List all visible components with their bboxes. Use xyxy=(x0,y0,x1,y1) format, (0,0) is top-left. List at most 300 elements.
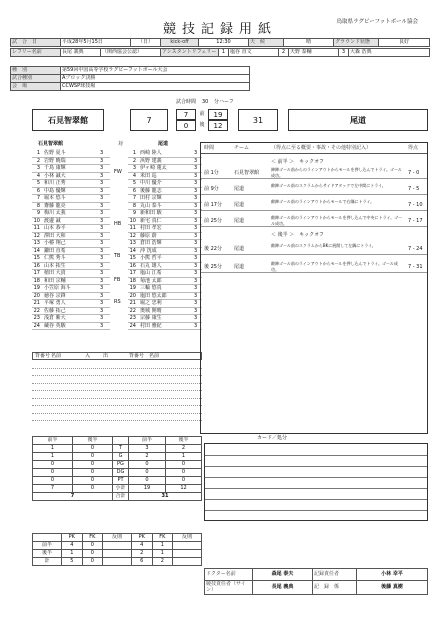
match-time-unit: 分ハーフ xyxy=(214,99,234,105)
player-number: 6 xyxy=(36,187,40,194)
player-grade: 3 xyxy=(194,202,198,209)
category-label: 種 別 xyxy=(11,67,61,75)
venue-value: CCWSP球技場 xyxy=(61,83,250,91)
player-name: 西崎 陸人 xyxy=(140,150,162,156)
match-type-label: 試合種別 xyxy=(11,75,61,83)
player-number: 17 xyxy=(129,270,136,276)
events-header-team: チーム xyxy=(234,145,250,151)
kicks-row-label: 前半 xyxy=(33,542,62,550)
player-number: 9 xyxy=(132,210,136,216)
recorder-label: 記録責任者 xyxy=(313,569,357,581)
player-grade: 3 xyxy=(194,180,198,186)
kicks-row-label: 後半 xyxy=(33,550,62,558)
event-score: 7 - 24 xyxy=(408,246,423,252)
player-name: 平塚 勇人 xyxy=(44,300,66,306)
kicks-cell: 5 xyxy=(61,558,82,566)
player-grade: 3 xyxy=(100,232,104,239)
player-name: 新宅 真仁 xyxy=(140,217,162,224)
player-grade: 3 xyxy=(194,285,198,291)
doctor-label: ドクター名前 xyxy=(205,569,253,581)
player-number: 19 xyxy=(129,285,136,291)
home-player-row xyxy=(32,278,110,286)
away-player-row xyxy=(128,278,202,286)
home-player-row xyxy=(32,225,110,233)
player-number: 21 xyxy=(33,300,40,306)
home-second-stat: 0 xyxy=(73,477,113,485)
home-first-stat: 7 xyxy=(33,485,73,493)
away-player-row xyxy=(128,308,202,316)
kicks-cell xyxy=(102,542,131,550)
home-second-stat: 0 xyxy=(73,453,113,461)
home-player-row xyxy=(32,188,110,196)
cards-label: カード／処分 xyxy=(257,435,288,441)
player-number: 7 xyxy=(132,195,136,201)
kicks-header-cell: 反則 xyxy=(172,534,201,542)
lineup-away-team: 尾道 xyxy=(158,141,169,147)
player-grade: 3 xyxy=(100,240,104,246)
home-player-row xyxy=(32,270,110,278)
kicks-cell xyxy=(172,550,201,558)
player-name: 小林 誠大 xyxy=(44,172,66,179)
event-team: 尾道 xyxy=(234,186,245,192)
player-grade: 3 xyxy=(194,292,198,299)
player-grade: 3 xyxy=(100,292,104,299)
away-second-stat: 1 xyxy=(166,453,202,461)
ground-label: グラウンド状態 xyxy=(334,39,379,47)
stats-header-second: 後半 xyxy=(73,437,113,445)
player-name: 田村 宗輝 xyxy=(140,195,162,201)
player-name: 岩野 暁瑞 xyxy=(44,157,66,164)
event-description: 敵陣ゴール前のスクラムからBKに展開して左隅にトライ。 xyxy=(271,243,376,248)
player-grade: 3 xyxy=(194,225,198,231)
player-grade: 3 xyxy=(100,315,104,321)
player-number: 12 xyxy=(129,232,136,239)
player-name: 徳谷 宗鋒 xyxy=(44,292,66,299)
away-second-stat: 0 xyxy=(166,469,202,477)
player-number: 18 xyxy=(129,277,136,284)
home-player-row xyxy=(32,308,110,316)
player-number: 10 xyxy=(33,217,40,224)
assistant-referee-label: アシスタントリフェリー xyxy=(161,49,219,57)
cards-box xyxy=(204,443,428,521)
home-player-row xyxy=(32,315,110,323)
kicks-cell: 2 xyxy=(152,558,172,566)
player-name: 蔵谷 英駿 xyxy=(44,322,66,329)
event-team: 尾道 xyxy=(234,202,245,208)
player-name: 浜野 建義 xyxy=(140,157,162,164)
player-number: 21 xyxy=(129,300,136,306)
weather-value: 晴 xyxy=(284,39,334,47)
home-player-row xyxy=(32,203,110,211)
event-time: 前 9分 xyxy=(204,186,219,192)
recorder-name: 小林 幸平 xyxy=(357,569,428,581)
player-number: 14 xyxy=(129,247,136,254)
official-name: 長尾 義典 xyxy=(253,581,313,595)
player-number: 10 xyxy=(129,217,136,224)
home-player-row xyxy=(32,158,110,166)
home-player-row xyxy=(32,150,110,158)
home-player-row xyxy=(32,248,110,256)
home-second-score: 0 xyxy=(176,120,196,131)
player-grade: 3 xyxy=(100,270,104,276)
lineup-area xyxy=(32,150,202,346)
events-panel xyxy=(200,142,428,434)
home-player-row xyxy=(32,210,110,218)
match-date: 平成28年5月15日 xyxy=(61,39,131,47)
kicks-header-cell: FK xyxy=(82,534,102,542)
player-number: 24 xyxy=(33,322,40,329)
away-player-row xyxy=(128,195,202,203)
home-total-score: 7 xyxy=(130,109,168,131)
kicks-cell xyxy=(172,558,201,566)
stat-label: PT xyxy=(113,477,129,485)
player-grade: 3 xyxy=(194,247,198,254)
kicks-header-cell: FK xyxy=(152,534,172,542)
away-first-stat: 19 xyxy=(129,485,166,493)
player-number: 23 xyxy=(33,315,40,321)
player-grade: 3 xyxy=(100,322,104,329)
player-name: 村田 孝宏 xyxy=(140,225,162,231)
home-first-score: 7 xyxy=(176,109,196,120)
player-name: 村田 雅紀 xyxy=(140,322,162,329)
away-first-stat: 0 xyxy=(129,469,166,477)
home-player-row xyxy=(32,180,110,188)
player-number: 18 xyxy=(33,277,40,284)
stat-label-total: 合計 xyxy=(113,493,129,501)
player-number: 16 xyxy=(129,262,136,269)
substitution-header-cell: 入 xyxy=(85,353,91,359)
player-grade: 3 xyxy=(100,247,104,254)
player-name: 澤田 大和 xyxy=(44,232,66,239)
stats-header-first: 前半 xyxy=(33,437,73,445)
event-score: 7 - 0 xyxy=(408,170,420,176)
player-grade: 3 xyxy=(194,255,198,261)
referee-label: レフリー名前 xyxy=(11,49,61,57)
referee-name: 長尾 義典 xyxy=(61,49,101,57)
player-grade: 3 xyxy=(194,322,198,329)
player-name: 藤原 蔚 xyxy=(140,232,157,239)
event-description: 陣陣ゴール前からのラインアウトからモールを押し込んでトライ。ゴール成功。 xyxy=(271,167,402,178)
away-player-row xyxy=(128,323,202,331)
player-grade: 3 xyxy=(100,307,104,314)
player-number: 11 xyxy=(129,225,136,231)
ar3-number: 3 xyxy=(339,49,349,57)
player-number: 16 xyxy=(33,262,40,269)
match-time-label: 試合時間 xyxy=(176,99,197,105)
ar2-name: 天野 泰輔 xyxy=(289,49,339,57)
event-score: 7 - 10 xyxy=(408,202,423,208)
player-name: 堀之 忠利 xyxy=(140,300,162,306)
kicks-row-label: 計 xyxy=(33,558,62,566)
kicks-cell: 4 xyxy=(61,542,82,550)
first-half-label: 前 xyxy=(199,111,205,117)
kicks-cell: 1 xyxy=(61,550,82,558)
match-weekday: （日） xyxy=(131,39,161,47)
ground-value: 良好 xyxy=(379,39,430,47)
player-grade: 3 xyxy=(100,195,104,201)
kicks-cell: 2 xyxy=(131,550,152,558)
kicks-cell: 1 xyxy=(152,542,172,550)
player-grade: 3 xyxy=(100,217,104,224)
player-number: 19 xyxy=(33,285,40,291)
player-grade: 3 xyxy=(194,217,198,224)
lineup-home-team: 石見智翠館 xyxy=(38,141,64,147)
player-number: 11 xyxy=(33,225,40,231)
away-player-row xyxy=(128,203,202,211)
position-label: RS xyxy=(114,299,121,305)
player-number: 23 xyxy=(129,315,136,321)
official-label: 競技責任者（サイン） xyxy=(205,581,253,595)
event-time: 前 1分 xyxy=(204,170,219,176)
weather-label: 天 候 xyxy=(249,39,284,47)
kickoff-time: 12:30 xyxy=(199,39,249,47)
kickoff-label: kick-off xyxy=(161,39,199,47)
player-grade: 3 xyxy=(100,285,104,291)
home-player-row xyxy=(32,293,110,301)
penalty-table xyxy=(32,533,202,566)
event-description: 敵陣ゴール前のラインアウトからモールを押し込んで中央にトライ。ゴール成功。 xyxy=(271,215,403,226)
position-label: FW xyxy=(114,169,122,175)
event-description: 敵陣ゴール前のラインアウトからモールを押し込んでトライ。ゴール成功。 xyxy=(271,261,398,272)
player-name: 中島 優輝 xyxy=(44,187,66,194)
home-player-row xyxy=(32,300,110,308)
away-first-score: 19 xyxy=(208,109,228,120)
home-player-row xyxy=(32,173,110,181)
player-number: 20 xyxy=(129,292,136,299)
player-grade: 3 xyxy=(194,262,198,269)
substitution-area xyxy=(32,352,202,427)
signature-table xyxy=(204,568,428,595)
player-number: 17 xyxy=(33,270,40,276)
player-name: 植田 大貴 xyxy=(44,270,66,276)
player-grade: 3 xyxy=(194,270,198,276)
home-total-stat: 7 xyxy=(33,493,113,501)
home-first-stat: 0 xyxy=(33,461,73,469)
away-player-row xyxy=(128,225,202,233)
doctor-name: 森尾 泰夫 xyxy=(253,569,313,581)
event-team: 尾道 xyxy=(234,264,245,270)
player-number: 5 xyxy=(132,180,136,186)
player-name: 倉田 浩輝 xyxy=(140,240,162,246)
substitution-header-cell: 背番号 xyxy=(129,353,145,359)
away-player-row xyxy=(128,210,202,218)
away-first-stat: 3 xyxy=(129,445,166,453)
player-name: 石丸 雄人 xyxy=(140,262,162,269)
home-second-stat: 0 xyxy=(73,485,113,493)
kicks-cell: 6 xyxy=(131,558,152,566)
player-name: 塩山 江希 xyxy=(140,270,162,276)
player-grade: 3 xyxy=(100,202,104,209)
page-title: 競技記録用紙 xyxy=(162,22,277,37)
away-player-row xyxy=(128,150,202,158)
away-player-row xyxy=(128,188,202,196)
home-player-row xyxy=(32,285,110,293)
scorer-label: 記 録 係 xyxy=(313,581,357,595)
lineup-vs: 対 xyxy=(118,141,124,147)
event-score: 7 - 5 xyxy=(408,186,420,192)
player-grade: 3 xyxy=(194,210,198,216)
home-player-row xyxy=(32,165,110,173)
player-number: 22 xyxy=(129,307,136,314)
kicks-cell xyxy=(102,558,131,566)
away-player-row xyxy=(128,180,202,188)
away-player-row xyxy=(128,263,202,271)
player-number: 24 xyxy=(129,322,136,329)
kicks-cell: 0 xyxy=(82,550,102,558)
first-half-kickoff: ＜ 前半 ＞ キックオフ xyxy=(271,159,324,165)
player-number: 15 xyxy=(129,255,136,261)
kicks-cell: 0 xyxy=(82,542,102,550)
event-description: 敵陣ゴール前のスクラムからサイドアタックで左中間にトライ。 xyxy=(271,183,386,188)
player-grade: 3 xyxy=(194,300,198,306)
player-number: 8 xyxy=(36,202,40,209)
away-player-row xyxy=(128,173,202,181)
away-first-stat: 0 xyxy=(129,461,166,469)
event-time: 後 25分 xyxy=(204,264,222,270)
away-second-stat: 0 xyxy=(166,461,202,469)
player-name: 梅川 太我 xyxy=(44,210,66,216)
player-name: 新和田 駿 xyxy=(140,210,162,216)
player-number: 4 xyxy=(36,172,40,179)
player-grade: 3 xyxy=(194,172,198,179)
player-grade: 3 xyxy=(100,225,104,231)
player-number: 2 xyxy=(132,157,136,164)
player-name: 丸山 泰斗 xyxy=(140,202,162,209)
substitution-header-cell: 名前 xyxy=(51,353,62,359)
away-second-stat: 12 xyxy=(166,485,202,493)
player-grade: 3 xyxy=(100,210,104,216)
kicks-header-cell: PK xyxy=(131,534,152,542)
away-player-row xyxy=(128,270,202,278)
player-name: 堀本 悠斗 xyxy=(44,195,66,201)
stat-label: T xyxy=(113,445,129,453)
away-second-score: 12 xyxy=(208,120,228,131)
event-time: 前 25分 xyxy=(204,218,222,224)
home-first-stat: 1 xyxy=(33,453,73,461)
player-name: 千鳥 康輝 xyxy=(44,165,66,171)
kicks-header-cell: PK xyxy=(61,534,82,542)
player-grade: 3 xyxy=(194,195,198,201)
player-name: 小熊 哲平 xyxy=(140,255,162,261)
player-number: 7 xyxy=(36,195,40,201)
ar2-number: 2 xyxy=(279,49,289,57)
away-first-stat: 0 xyxy=(129,477,166,485)
player-grade: 3 xyxy=(100,165,104,171)
away-team-box: 尾道 xyxy=(288,109,428,131)
player-name: 齋藤 龍亮 xyxy=(44,202,66,209)
player-grade: 3 xyxy=(194,307,198,314)
venue-label: 会 場 xyxy=(11,83,61,91)
away-player-row xyxy=(128,165,202,173)
events-header-summary: （得点に至る概要・事故・その他特別記入） xyxy=(271,145,372,151)
player-name: 米田 巡 xyxy=(140,172,157,179)
substitution-header-cell: 出 xyxy=(103,353,109,359)
player-grade: 3 xyxy=(194,157,198,164)
player-grade: 3 xyxy=(194,240,198,246)
player-name: 浅倉 紫大 xyxy=(44,315,66,321)
player-number: 1 xyxy=(36,150,40,156)
player-number: 9 xyxy=(36,210,40,216)
player-number: 6 xyxy=(132,187,136,194)
player-name: 菊池 太郎 xyxy=(140,277,162,284)
player-name: 奥城 開晴 xyxy=(140,307,162,314)
player-number: 15 xyxy=(33,255,40,261)
player-grade: 3 xyxy=(100,300,104,306)
player-grade: 3 xyxy=(194,315,198,321)
player-grade: 3 xyxy=(194,165,198,171)
competition-table xyxy=(10,66,250,91)
event-time: 前 17分 xyxy=(204,202,222,208)
player-name: 渡邊 誠 xyxy=(44,217,61,224)
date-label: 試 合 日 xyxy=(11,39,61,47)
substitution-header-cell: 名前 xyxy=(149,353,160,359)
player-name: 鎌田 直希 xyxy=(44,247,66,254)
home-player-row xyxy=(32,195,110,203)
event-time: 後 22分 xyxy=(204,246,222,252)
player-name: 伊ヶ崎 蓮太 xyxy=(140,165,167,171)
home-first-stat: 0 xyxy=(33,469,73,477)
event-team: 尾道 xyxy=(234,218,245,224)
association-name: 鳥取県ラグビーフットボール協会 xyxy=(336,19,418,25)
home-first-stat: 0 xyxy=(33,477,73,485)
stat-label: DG xyxy=(113,469,129,477)
away-player-row xyxy=(128,248,202,256)
player-name: 佐野 夏斗 xyxy=(44,150,66,156)
stats-header-first-away: 前半 xyxy=(129,437,166,445)
stat-label: PG xyxy=(113,461,129,469)
home-second-stat: 0 xyxy=(73,445,113,453)
event-score: 7 - 17 xyxy=(408,218,423,224)
position-label: FB xyxy=(114,277,121,283)
player-name: 小笠原 海斗 xyxy=(44,285,71,291)
player-number: 20 xyxy=(33,292,40,299)
player-number: 5 xyxy=(36,180,40,186)
kicks-header-cell: 反則 xyxy=(102,534,131,542)
player-grade: 3 xyxy=(194,187,198,194)
away-player-row xyxy=(128,218,202,226)
player-name: 佐藤 拓己 xyxy=(44,307,66,314)
home-team-box: 石見智翠館 xyxy=(32,109,104,131)
kicks-cell: 0 xyxy=(82,558,102,566)
player-grade: 3 xyxy=(100,150,104,156)
player-grade: 3 xyxy=(100,255,104,261)
away-player-row xyxy=(128,158,202,166)
match-time-value: 30 xyxy=(202,99,209,105)
away-second-stat: 2 xyxy=(166,445,202,453)
substitution-header-cell: 背番号 xyxy=(35,353,51,359)
away-player-row xyxy=(128,315,202,323)
player-number: 8 xyxy=(132,202,136,209)
event-team: 尾道 xyxy=(234,246,245,252)
referee-table xyxy=(10,48,430,57)
player-name: 仁熊 秀斗 xyxy=(44,255,66,261)
player-grade: 3 xyxy=(100,187,104,194)
player-number: 3 xyxy=(36,165,40,171)
home-player-row xyxy=(32,240,110,248)
player-name: 三輪 悠真 xyxy=(140,285,162,291)
home-first-stat: 1 xyxy=(33,445,73,453)
position-label: TB xyxy=(114,253,121,259)
event-description: 敵陣ゴール前のラインアウトからモールで右隅にトライ。 xyxy=(271,199,375,204)
ar1-name: 塩谷 直文 xyxy=(229,49,279,57)
away-player-row xyxy=(128,233,202,241)
home-second-stat: 0 xyxy=(73,469,113,477)
match-type-value: Aブロック決勝 xyxy=(61,75,250,83)
substitution-header xyxy=(32,352,202,360)
player-number: 2 xyxy=(36,157,40,164)
player-name: 山本 恭平 xyxy=(44,225,66,231)
score-breakdown-table xyxy=(32,436,202,501)
